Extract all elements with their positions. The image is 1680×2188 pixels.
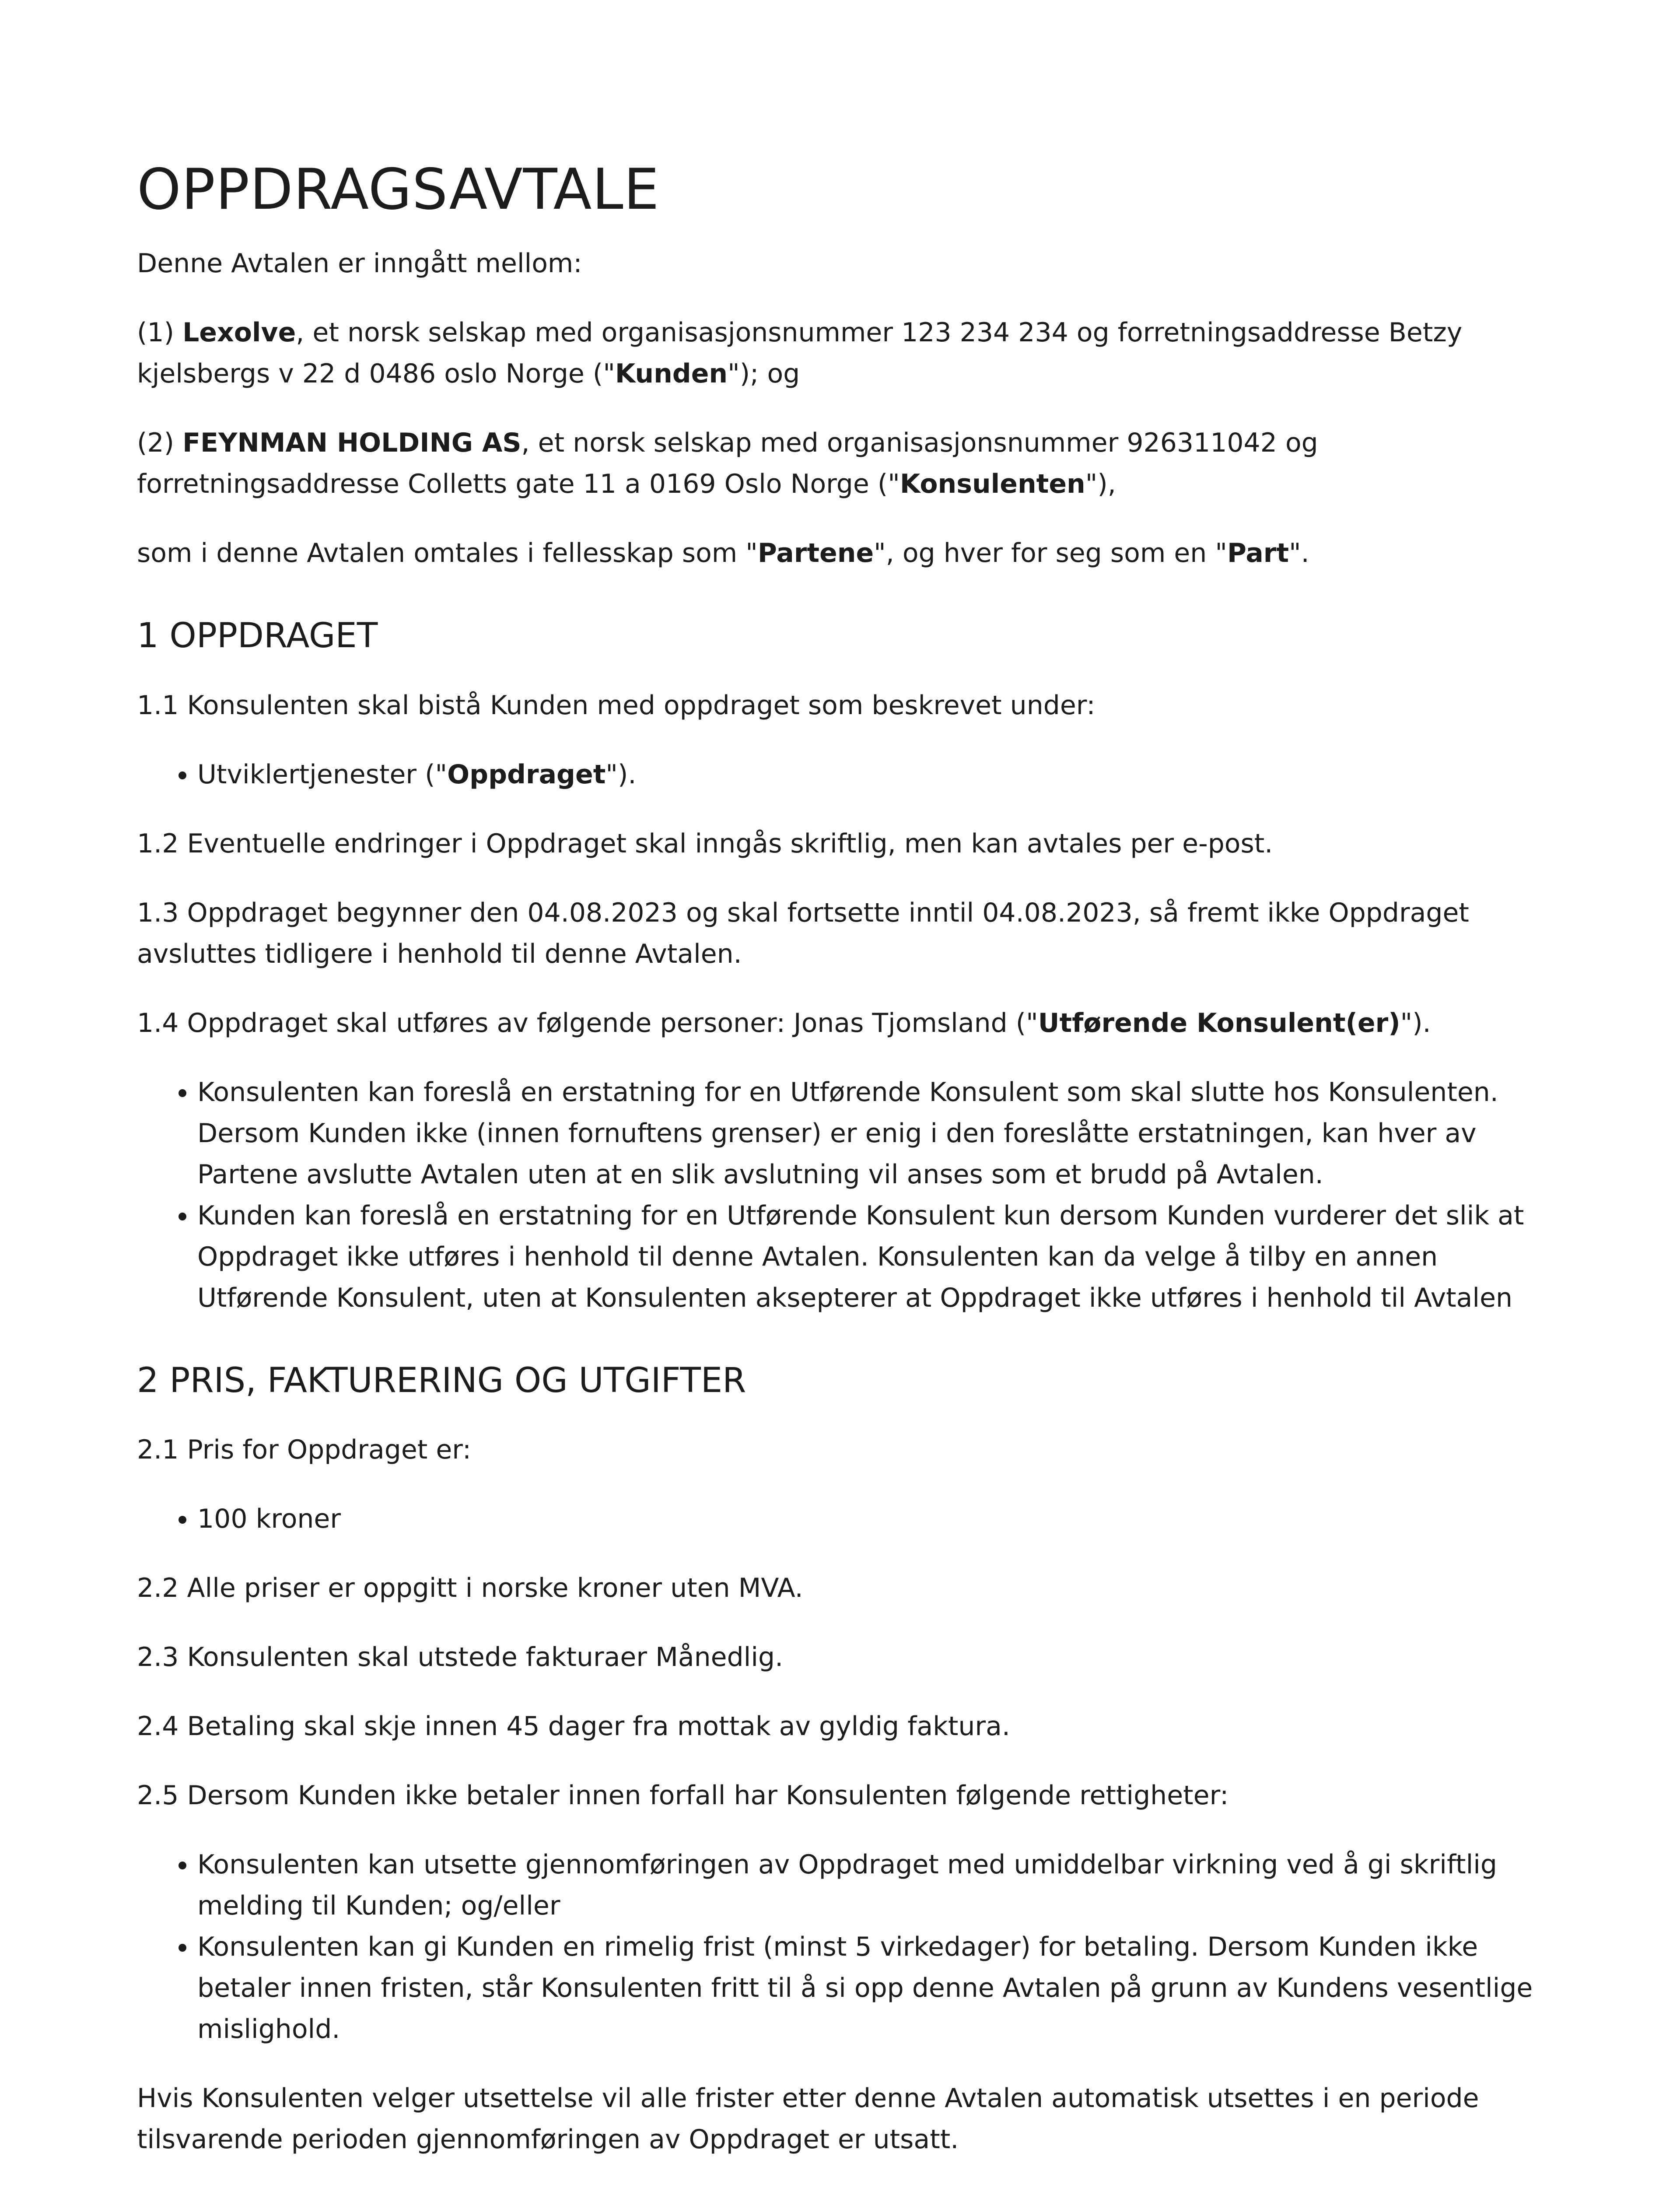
document bbox=[137, 158, 1546, 2188]
section-2-heading: 2 PRIS, FAKTURERING OG UTGIFTER bbox=[137, 1360, 746, 1400]
section-1-heading: 1 OPPDRAGET bbox=[137, 616, 378, 656]
clause-1-4-list bbox=[137, 1072, 1546, 1318]
list-item: • Konsulenten kan gi Kunden en rimelig frist (minst 5 virkedager) for betaling. Dersom Kunden ikke betaler innen fristen, står Konsulenten fritt til å si opp denne Avtalen på grunn av Kundens vesentlige mislighold. bbox=[197, 1926, 1546, 2050]
clause-1-3: 1.3 Oppdraget begynner den 04.08.2023 og skal fortsette inntil 04.08.2023, så fremt ikke Oppdraget avsluttes tidligere i henhold til denne Avtalen. bbox=[137, 897, 1469, 969]
party-2-role: Konsulenten bbox=[900, 469, 1085, 500]
list-item: • 100 kroner bbox=[197, 1498, 1546, 1539]
party-2-name: FEYNMAN HOLDING AS bbox=[182, 428, 522, 459]
clause-1-1: 1.1 Konsulenten skal bistå Kunden med oppdraget som beskrevet under: bbox=[137, 690, 1096, 721]
price-list bbox=[137, 1498, 1546, 1539]
clause-2-3: 2.3 Konsulenten skal utstede fakturaer Månedlig. bbox=[137, 1642, 784, 1673]
clause-2-1: 2.1 Pris for Oppdraget er: bbox=[137, 1434, 472, 1466]
clause-1-1-list bbox=[137, 754, 1546, 795]
clause-2-5-list bbox=[137, 1844, 1546, 2050]
list-item: • Konsulenten kan foreslå en erstatning for en Utførende Konsulent som skal slutte hos Konsulenten. Dersom Kunden ikke (innen fornuftens grenser) er enig i den foreslåtte erstatningen, kan hver av Partene avslutte Avtalen uten at en slik avslutning vil anses som et brudd på Avtalen. bbox=[197, 1072, 1546, 1195]
clause-1-2: 1.2 Eventuelle endringer i Oppdraget skal inngås skriftlig, men kan avtales per e-post. bbox=[137, 828, 1273, 859]
clause-1-4: 1.4 Oppdraget skal utføres av følgende personer: Jonas Tjomsland ("Utførende Konsulent(er)"). bbox=[137, 1007, 1431, 1038]
party-2: (2) FEYNMAN HOLDING AS, et norsk selskap med organisasjonsnummer 926311042 og forretningsaddresse Colletts gate 11 a 0169 Oslo Norge ("Konsulenten"), bbox=[137, 428, 1318, 500]
party-1-role: Kunden bbox=[615, 358, 728, 389]
party-1: (1) Lexolve, et norsk selskap med organisasjonsnummer 123 234 234 og forretningsaddresse Betzy kjelsbergs v 22 d 0486 oslo Norge ("Kunden"); og bbox=[137, 317, 1463, 389]
parties-definition: som i denne Avtalen omtales i fellesskap som "Partene", og hver for seg som en "Part". bbox=[137, 538, 1309, 569]
list-item: • Konsulenten kan utsette gjennomføringen av Oppdraget med umiddelbar virkning ved å gi skriftlig melding til Kunden; og/eller bbox=[197, 1844, 1546, 1926]
party-1-name: Lexolve bbox=[182, 317, 296, 348]
clause-2-4: 2.4 Betaling skal skje innen 45 dager fra mottak av gyldig faktura. bbox=[137, 1711, 1010, 1742]
list-item: • Utviklertjenester ("Oppdraget"). bbox=[197, 754, 1546, 795]
document-title: OPPDRAGSAVTALE bbox=[137, 157, 660, 222]
intro-text: Denne Avtalen er inngått mellom: bbox=[137, 248, 582, 279]
clause-2-2: 2.2 Alle priser er oppgitt i norske kroner uten MVA. bbox=[137, 1573, 803, 1604]
delay-paragraph: Hvis Konsulenten velger utsettelse vil alle frister etter denne Avtalen automatisk utsettes i en periode tilsvarende perioden gjennomføringen av Oppdraget er utsatt. bbox=[137, 2083, 1479, 2155]
clause-2-5: 2.5 Dersom Kunden ikke betaler innen forfall har Konsulenten følgende rettigheter: bbox=[137, 1780, 1229, 1811]
list-item: • Kunden kan foreslå en erstatning for en Utførende Konsulent kun dersom Kunden vurderer det slik at Oppdraget ikke utføres i henhold til denne Avtalen. Konsulenten kan da velge å tilby en annen Utførende Konsulent, uten at Konsulenten aksepterer at Oppdraget ikke utføres i henhold til Avtalen bbox=[197, 1195, 1546, 1318]
